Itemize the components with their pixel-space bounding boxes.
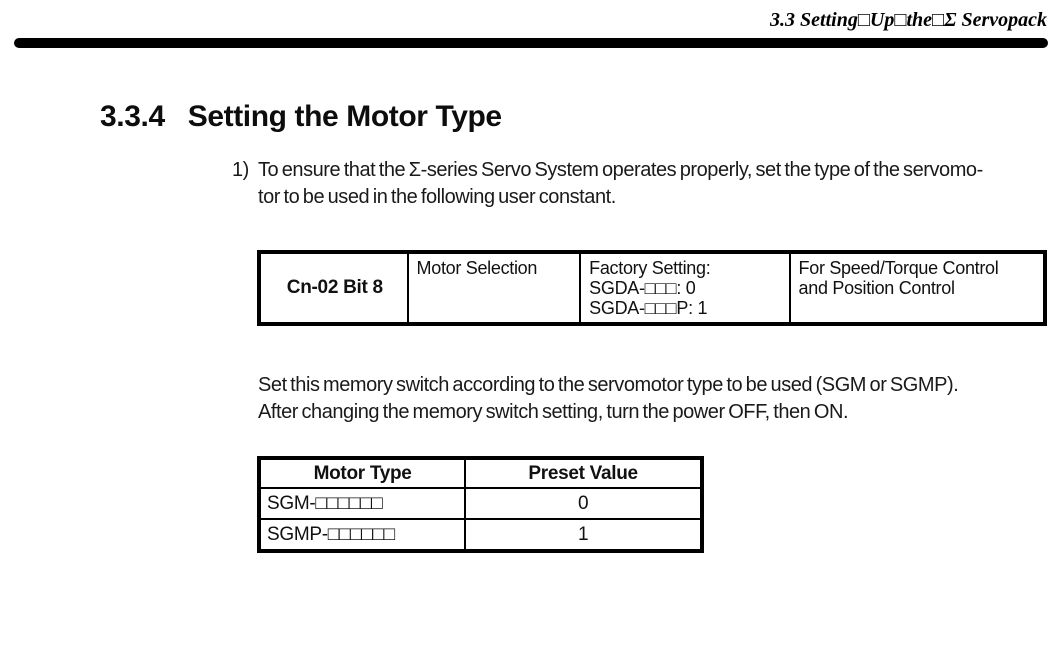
table-header-row: [260, 459, 701, 488]
paragraph-line: Set this memory switch according to the servomotor type to be used (SGM or SGMP).: [258, 374, 959, 396]
motor-type-cell: SGM-□□□□□□: [260, 488, 465, 519]
paragraph-text: [258, 157, 983, 211]
paragraph-line: To ensure that the Σ-series Servo System operates properly, set the type of the servomo-: [258, 159, 983, 181]
running-header-title: 3.3 Setting□Up□the□Σ Servopack: [770, 9, 1047, 31]
motor-type-cell: SGMP-□□□□□□: [260, 519, 465, 550]
control-mode-line: For Speed/Torque Control: [798, 258, 999, 278]
constant-name-cell: Motor Selection: [408, 253, 581, 323]
factory-setting-line: SGDA-□□□P: 1: [589, 298, 708, 318]
preset-value-cell: 1: [465, 519, 701, 550]
section-title: Setting the Motor Type: [187, 100, 502, 133]
paragraph-line: After changing the memory switch setting, turn the power OFF, then ON.: [258, 401, 849, 423]
section-heading: [100, 100, 502, 134]
table-row: [260, 519, 701, 550]
user-constant-table: [259, 252, 1045, 324]
list-marker: 1): [232, 159, 249, 181]
factory-setting-line: Factory Setting:: [589, 258, 711, 278]
memory-switch-paragraph: [258, 372, 958, 426]
factory-setting-cell: [580, 253, 789, 323]
preset-value-header: Preset Value: [465, 459, 701, 488]
constant-number-cell: Cn-02 Bit 8: [260, 253, 408, 323]
motor-type-header: Motor Type: [260, 459, 465, 488]
section-number: 3.3.4: [100, 100, 165, 133]
factory-setting-line: SGDA-□□□: 0: [589, 278, 696, 298]
table-row: [260, 253, 1044, 323]
control-mode-line: and Position Control: [798, 278, 955, 298]
table-row: [260, 488, 701, 519]
motor-type-table: [259, 458, 702, 551]
header-rule: [14, 38, 1048, 48]
paragraph-line: tor to be used in the following user constant.: [258, 186, 616, 208]
numbered-paragraph: [232, 157, 983, 211]
control-mode-cell: [790, 253, 1044, 323]
preset-value-cell: 0: [465, 488, 701, 519]
